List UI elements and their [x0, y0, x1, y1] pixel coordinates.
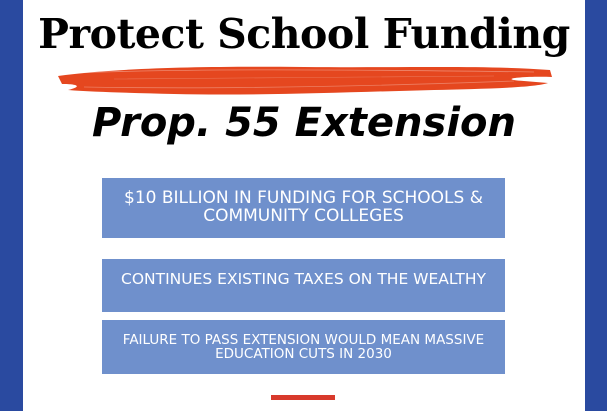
fact-box-cuts: FAILURE TO PASS EXTENSION WOULD MEAN MASSIVE EDUCATION CUTS IN 2030 — [102, 320, 505, 374]
left-border-bar — [0, 0, 23, 411]
fact-box-funding: $10 BILLION IN FUNDING FOR SCHOOLS & COMMUNITY COLLEGES — [102, 178, 505, 238]
flyer-title: Protect School Funding — [38, 10, 570, 58]
accent-divider — [271, 395, 335, 400]
brush-stroke-underline-icon — [54, 62, 554, 100]
fact-box-taxes: CONTINUES EXISTING TAXES ON THE WEALTHY — [102, 259, 505, 312]
flyer-subtitle: Prop. 55 Extension — [92, 100, 516, 146]
right-border-bar — [585, 0, 607, 411]
